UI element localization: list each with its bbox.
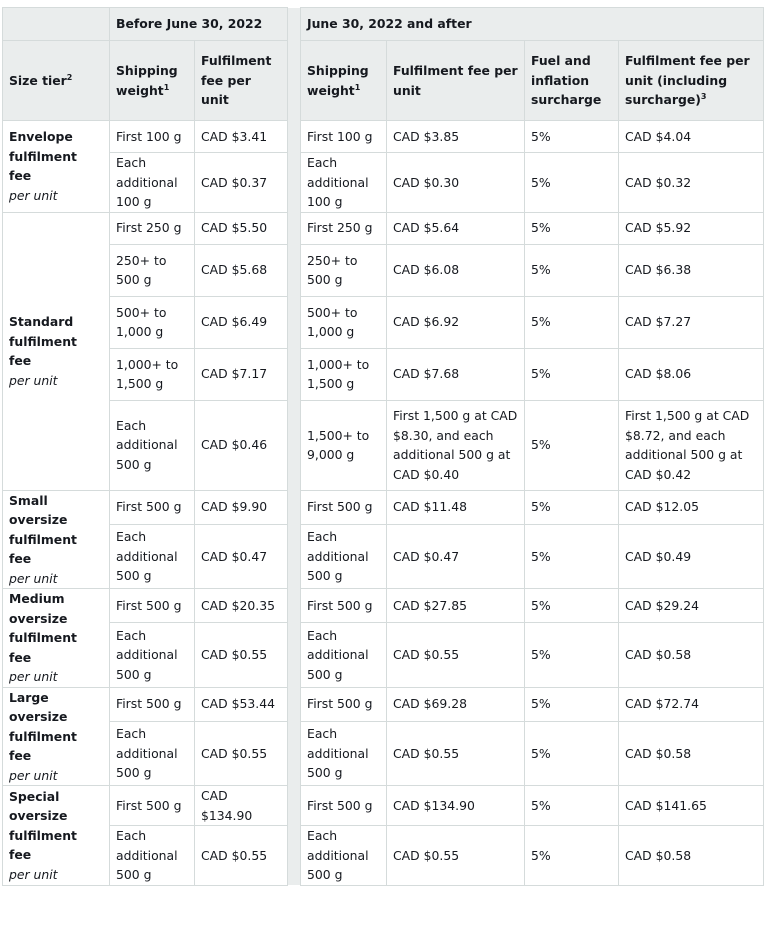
header-fee-incl-label: Fulfilment fee per unit (including surcharge) [625,53,750,108]
fee-after-cell: CAD $5.64 [387,212,525,244]
surcharge-cell: 5% [525,490,619,524]
header-group-before: Before June 30, 2022 [110,8,288,41]
fee-incl-cell: CAD $0.58 [619,623,764,687]
fee-incl-cell: CAD $29.24 [619,589,764,623]
fee-incl-cell: CAD $4.04 [619,121,764,153]
fee-incl-cell: First 1,500 g at CAD $8.72, and each additional 500 g at CAD $0.42 [619,400,764,490]
header-fee-before: Fulfilment fee per unit [195,41,288,121]
weight-after-cell: 500+ to 1,000 g [301,296,387,348]
fee-after-cell: CAD $3.85 [387,121,525,153]
size-tier-cell [3,687,110,786]
fee-before-cell: CAD $20.35 [195,589,288,623]
fee-before-cell: CAD $0.55 [195,826,288,886]
fee-before-cell: CAD $5.50 [195,212,288,244]
table-row [3,153,764,213]
fee-after-cell: CAD $11.48 [387,490,525,524]
table-row [3,121,764,153]
weight-after-cell: First 500 g [301,490,387,524]
header-group-row [3,8,764,41]
weight-before-cell: Each additional 500 g [110,826,195,886]
surcharge-cell: 5% [525,623,619,687]
footnote-ref: 1 [354,82,361,92]
weight-after-cell: 1,000+ to 1,500 g [301,348,387,400]
table-row [3,589,764,623]
group-gap-cell [288,296,301,348]
surcharge-cell: 5% [525,153,619,213]
weight-before-cell: Each additional 100 g [110,153,195,213]
surcharge-cell: 5% [525,121,619,153]
header-shipping-weight-after [301,41,387,121]
header-empty-cell [3,8,110,41]
fee-incl-cell: CAD $7.27 [619,296,764,348]
group-gap-cell [288,623,301,687]
fee-incl-cell: CAD $12.05 [619,490,764,524]
group-gap-cell [288,589,301,623]
fee-before-cell: CAD $5.68 [195,244,288,296]
weight-before-cell: First 500 g [110,589,195,623]
group-gap-cell [288,400,301,490]
weight-before-cell: First 500 g [110,490,195,524]
table-row [3,687,764,721]
weight-before-cell: 500+ to 1,000 g [110,296,195,348]
fee-before-cell: CAD $0.46 [195,400,288,490]
weight-after-cell: Each additional 500 g [301,524,387,588]
table-row [3,623,764,687]
size-tier-name: Medium oversize fulfilment fee [9,591,77,665]
fee-before-cell: CAD $53.44 [195,687,288,721]
table-row [3,721,764,785]
weight-after-cell: Each additional 500 g [301,826,387,886]
header-fee-after: Fulfilment fee per unit [387,41,525,121]
table-row [3,244,764,296]
weight-before-cell: First 500 g [110,786,195,826]
size-tier-per-unit: per unit [9,866,58,882]
weight-before-cell: Each additional 500 g [110,524,195,588]
size-tier-name: Large oversize fulfilment fee [9,689,77,763]
weight-after-cell: Each additional 500 g [301,721,387,785]
fee-before-cell: CAD $0.55 [195,721,288,785]
fee-after-cell: CAD $0.30 [387,153,525,213]
weight-after-cell: Each additional 500 g [301,623,387,687]
size-tier-cell [3,121,110,213]
group-gap-cell [288,721,301,785]
table-row [3,296,764,348]
fee-after-cell: CAD $6.92 [387,296,525,348]
table-row [3,826,764,886]
surcharge-cell: 5% [525,687,619,721]
size-tier-cell [3,490,110,589]
group-gap-cell [288,348,301,400]
fee-after-cell: CAD $27.85 [387,589,525,623]
fee-before-cell: CAD $3.41 [195,121,288,153]
group-gap-cell [288,244,301,296]
group-gap-cell [288,826,301,886]
fee-incl-cell: CAD $72.74 [619,687,764,721]
table-row [3,786,764,826]
fee-before-cell: CAD $0.47 [195,524,288,588]
surcharge-cell: 5% [525,400,619,490]
header-shipping-weight-label: Shipping weight [307,63,369,98]
group-gap-cell [288,490,301,524]
table-row [3,348,764,400]
surcharge-cell: 5% [525,826,619,886]
weight-after-cell: First 500 g [301,589,387,623]
footnote-ref: 3 [700,92,707,102]
surcharge-cell: 5% [525,348,619,400]
size-tier-per-unit: per unit [9,372,58,388]
fee-incl-cell: CAD $5.92 [619,212,764,244]
fee-incl-cell: CAD $0.58 [619,721,764,785]
size-tier-name: Envelope fulfilment fee [9,129,77,184]
header-columns-row [3,41,764,121]
table-row [3,212,764,244]
surcharge-cell: 5% [525,589,619,623]
header-shipping-weight-label: Shipping weight [116,63,178,98]
fee-before-cell: CAD $7.17 [195,348,288,400]
fee-incl-cell: CAD $6.38 [619,244,764,296]
fee-incl-cell: CAD $141.65 [619,786,764,826]
group-gap-cell [288,8,301,41]
fulfilment-fee-table [2,7,764,886]
size-tier-name: Standard fulfilment fee [9,314,77,368]
group-gap-cell [288,153,301,213]
weight-before-cell: First 100 g [110,121,195,153]
fee-incl-cell: CAD $0.32 [619,153,764,213]
header-size-tier-label: Size tier [9,72,67,88]
weight-after-cell: 250+ to 500 g [301,244,387,296]
group-gap-cell [288,786,301,826]
size-tier-per-unit: per unit [9,570,58,586]
weight-after-cell: 1,500+ to 9,000 g [301,400,387,490]
weight-before-cell: Each additional 500 g [110,721,195,785]
fee-after-cell: CAD $134.90 [387,786,525,826]
header-fee-incl-surcharge [619,41,764,121]
header-shipping-weight-before [110,41,195,121]
fee-after-cell: CAD $7.68 [387,348,525,400]
size-tier-cell [3,786,110,886]
group-gap-cell [288,687,301,721]
fee-incl-cell: CAD $0.49 [619,524,764,588]
group-gap-cell [288,41,301,121]
surcharge-cell: 5% [525,244,619,296]
group-gap-cell [288,212,301,244]
surcharge-cell: 5% [525,721,619,785]
header-group-after: June 30, 2022 and after [301,8,764,41]
weight-after-cell: First 100 g [301,121,387,153]
size-tier-cell [3,589,110,688]
weight-before-cell: 1,000+ to 1,500 g [110,348,195,400]
fee-after-cell: First 1,500 g at CAD $8.30, and each additional 500 g at CAD $0.40 [387,400,525,490]
size-tier-per-unit: per unit [9,767,58,783]
fee-incl-cell: CAD $8.06 [619,348,764,400]
surcharge-cell: 5% [525,786,619,826]
weight-after-cell: First 500 g [301,786,387,826]
group-gap-cell [288,121,301,153]
size-tier-per-unit: per unit [9,187,58,203]
surcharge-cell: 5% [525,296,619,348]
size-tier-name: Small oversize fulfilment fee [9,492,77,566]
size-tier-name: Special oversize fulfilment fee [9,788,77,862]
weight-before-cell: First 250 g [110,212,195,244]
fee-before-cell: CAD $6.49 [195,296,288,348]
footnote-ref: 1 [163,82,170,92]
fee-before-cell: CAD $0.37 [195,153,288,213]
fee-before-cell: CAD $134.90 [195,786,288,826]
group-gap-cell [288,524,301,588]
table-row [3,524,764,588]
header-size-tier [3,41,110,121]
surcharge-cell: 5% [525,524,619,588]
table-row [3,490,764,524]
weight-before-cell: Each additional 500 g [110,400,195,490]
weight-before-cell: Each additional 500 g [110,623,195,687]
size-tier-per-unit: per unit [9,669,58,684]
fee-after-cell: CAD $0.55 [387,623,525,687]
footnote-ref: 2 [66,72,73,82]
fee-after-cell: CAD $0.55 [387,721,525,785]
weight-after-cell: First 500 g [301,687,387,721]
weight-before-cell: First 500 g [110,687,195,721]
weight-after-cell: Each additional 100 g [301,153,387,213]
table-row [3,400,764,490]
fee-after-cell: CAD $0.47 [387,524,525,588]
fee-incl-cell: CAD $0.58 [619,826,764,886]
fee-after-cell: CAD $0.55 [387,826,525,886]
size-tier-cell [3,212,110,490]
weight-before-cell: 250+ to 500 g [110,244,195,296]
fee-before-cell: CAD $9.90 [195,490,288,524]
weight-after-cell: First 250 g [301,212,387,244]
fee-before-cell: CAD $0.55 [195,623,288,687]
fee-after-cell: CAD $6.08 [387,244,525,296]
fee-after-cell: CAD $69.28 [387,687,525,721]
surcharge-cell: 5% [525,212,619,244]
header-surcharge: Fuel and inflation surcharge [525,41,619,121]
